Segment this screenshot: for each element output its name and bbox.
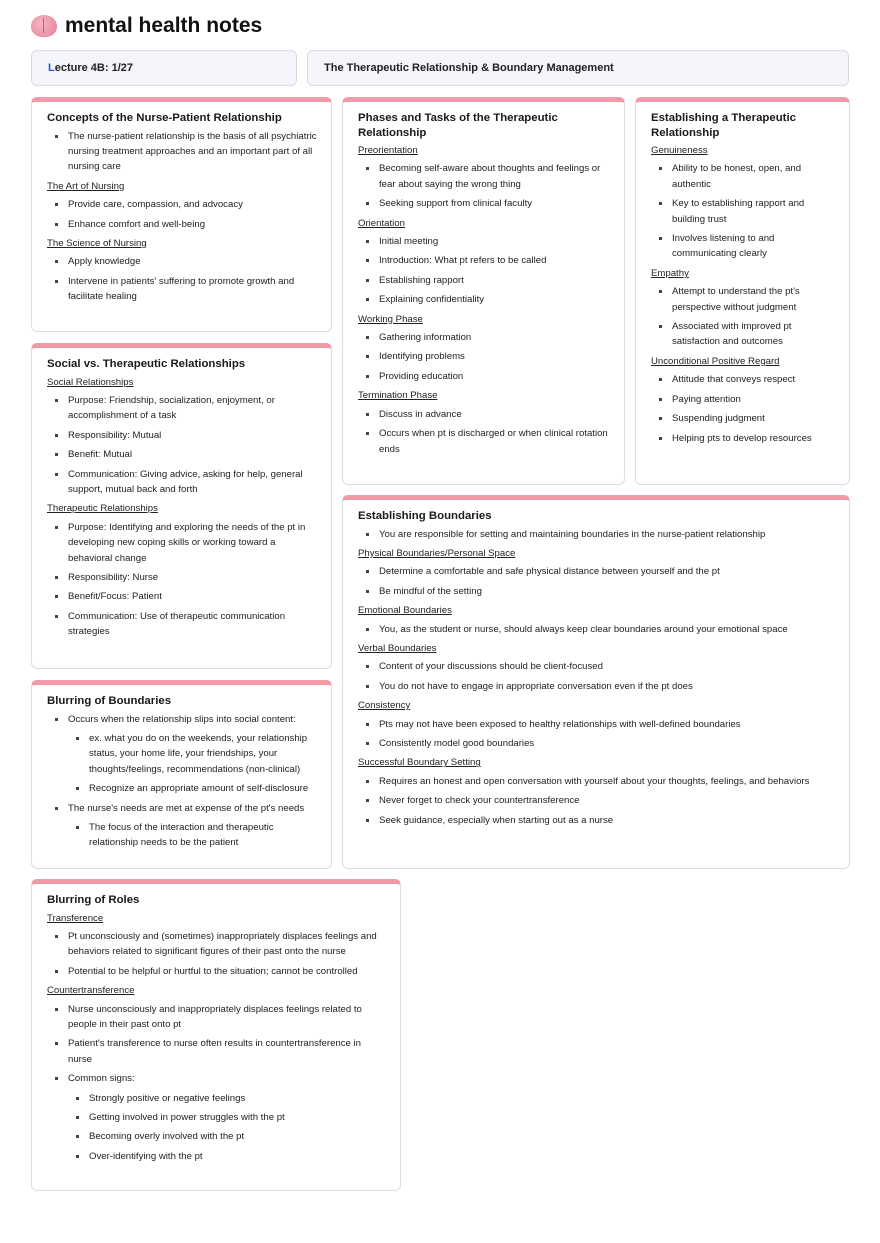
list-item: [358, 253, 610, 268]
item-text: Benefit: Mutual: [68, 449, 132, 461]
item-text: Communication: Use of therapeutic communication strategies: [68, 610, 286, 638]
bullet-list: [47, 929, 386, 979]
bullet-list: [358, 622, 835, 637]
list-item: [47, 1002, 386, 1033]
list-item: [47, 589, 317, 604]
section-heading: Therapeutic Relationships: [47, 503, 158, 515]
bullet-list: [358, 407, 610, 457]
sub-list-item: The focus of the interaction and therapeutic relationship needs to be the patient: [68, 820, 317, 851]
list-item: [651, 372, 835, 387]
list-item: [358, 196, 610, 211]
item-text: Purpose: Friendship, socialization, enjoyment, or accomplishment of a task: [68, 394, 275, 422]
card-title: Social vs. Therapeutic Relationships: [47, 358, 246, 370]
list-item: [47, 801, 317, 851]
card-title: Establishing Boundaries: [358, 510, 492, 522]
item-text: Paying attention: [672, 393, 741, 405]
sub-list: [68, 731, 317, 797]
bullet-list: [47, 197, 317, 232]
list-item: [358, 622, 835, 637]
section-heading: Unconditional Positive Regard: [651, 355, 780, 367]
item-text: Ability to be honest, open, and authentic: [672, 163, 802, 190]
item-text: The nurse's needs are met at expense of the pt's needs: [68, 802, 305, 814]
item-text: Never forget to check your countertransference: [379, 795, 580, 807]
item-text: Apply knowledge: [68, 256, 141, 268]
list-item: [358, 407, 610, 422]
bullet-list: [47, 393, 317, 497]
item-text: Responsibility: Nurse: [68, 571, 159, 583]
section-heading: Emotional Boundaries: [358, 605, 452, 617]
item-text: Attempt to understand the pt's perspective without judgment: [672, 286, 800, 313]
item-text: Introduction: What pt refers to be called: [379, 255, 547, 267]
list-item: [358, 564, 835, 579]
list-item: [47, 428, 317, 443]
bullet-list: [358, 774, 835, 828]
item-text: Seek guidance, especially when starting out as a nurse: [379, 814, 614, 826]
list-item: [651, 231, 835, 262]
section-heading: Successful Boundary Setting: [358, 757, 481, 769]
section-heading: Physical Boundaries/Personal Space: [358, 547, 516, 559]
bullet-list: [358, 330, 610, 384]
sub-list-item: ex. what you do on the weekends, your relationship status, your home life, your friendships, your thoughts/feelings, recommendations (non-clinical): [68, 731, 317, 777]
list-item: [358, 273, 610, 288]
item-text: Purpose: Identifying and exploring the needs of the pt in developing new coping skills or working toward a behavioral change: [68, 521, 306, 564]
item-text: Responsibility: Mutual: [68, 429, 162, 441]
item-text: Helping pts to develop resources: [672, 432, 812, 444]
bullet-list: [47, 712, 317, 851]
bullet-list: [47, 129, 317, 175]
list-item: [358, 330, 610, 345]
list-item: [651, 319, 835, 350]
list-item: [47, 274, 317, 305]
item-text: Identifying problems: [379, 351, 465, 363]
list-item: [47, 1036, 386, 1067]
item-text: Determine a comfortable and safe physical distance between yourself and the pt: [379, 566, 720, 578]
item-text: Gathering information: [379, 332, 472, 344]
list-item: [47, 929, 386, 960]
bullet-list: [47, 1002, 386, 1165]
bullet-list: [358, 717, 835, 752]
bullet-list: [358, 659, 835, 694]
list-item: [47, 254, 317, 269]
item-text: Pts may not have been exposed to healthy relationships with well-defined boundaries: [379, 718, 741, 730]
list-item: [47, 129, 317, 175]
brain-icon: [31, 15, 57, 37]
section-heading: Termination Phase: [358, 390, 438, 402]
list-item: [47, 964, 386, 979]
concepts-card: [31, 97, 332, 332]
item-text: Communication: Giving advice, asking for help, general support, mutual back and forth: [68, 468, 303, 495]
list-item: [651, 411, 835, 426]
section-heading: Social Relationships: [47, 376, 134, 388]
list-item: [358, 717, 835, 732]
section-heading: Genuineness: [651, 145, 708, 156]
lecture-initial: L: [48, 62, 55, 74]
item-text: Content of your discussions should be client-focused: [379, 661, 603, 673]
list-item: [651, 392, 835, 407]
bullet-list: [358, 527, 835, 542]
sub-list-item: Over-identifying with the pt: [68, 1149, 386, 1164]
item-text: You are responsible for setting and maintaining boundaries in the nurse-patient relationship: [379, 528, 766, 540]
section-heading: The Art of Nursing: [47, 180, 125, 192]
section-heading: Preorientation: [358, 145, 418, 156]
social-vs-therapeutic-card: [31, 343, 332, 669]
section-heading: The Science of Nursing: [47, 237, 147, 249]
list-item: [358, 426, 610, 457]
list-item: [47, 467, 317, 498]
list-item: [358, 234, 610, 249]
sub-list-item: Recognize an appropriate amount of self-disclosure: [68, 781, 317, 796]
item-text: Potential to be helpful or hurtful to the situation; cannot be controlled: [68, 965, 358, 977]
bullet-list: [47, 520, 317, 640]
item-text: Enhance comfort and well-being: [68, 218, 206, 230]
page-title: mental health notes: [65, 14, 263, 37]
item-text: Occurs when the relationship slips into social content:: [68, 713, 296, 725]
item-text: Provide care, compassion, and advocacy: [68, 199, 243, 211]
blurring-roles-card: [31, 879, 401, 1191]
bullet-list: [358, 161, 610, 211]
item-text: Becoming self-aware about thoughts and feelings or fear about saying the wrong thing: [379, 163, 601, 190]
list-item: [47, 447, 317, 462]
bullet-list: [47, 254, 317, 304]
card-title: Blurring of Roles: [47, 894, 140, 906]
list-item: [47, 520, 317, 566]
section-heading: Working Phase: [358, 313, 423, 325]
item-text: Nurse unconsciously and inappropriately displaces feelings related to people in their past onto pt: [68, 1003, 362, 1030]
sub-list-item: Strongly positive or negative feelings: [68, 1091, 386, 1106]
list-item: [47, 197, 317, 212]
establishing-relationship-card: [635, 97, 850, 485]
list-item: [358, 679, 835, 694]
list-item: [651, 196, 835, 227]
section-heading: Consistency: [358, 700, 411, 712]
sub-list-item: Getting involved in power struggles with the pt: [68, 1110, 386, 1125]
card-title: Blurring of Boundaries: [47, 695, 172, 707]
item-text: Key to establishing rapport and building trust: [672, 198, 805, 225]
topic-title: The Therapeutic Relationship & Boundary Management: [324, 62, 614, 74]
list-item: [47, 217, 317, 232]
sub-list-item: Becoming overly involved with the pt: [68, 1129, 386, 1144]
item-text: Be mindful of the setting: [379, 585, 482, 597]
list-item: [47, 712, 317, 797]
item-text: Occurs when pt is discharged or when clinical rotation ends: [379, 428, 608, 455]
list-item: [47, 609, 317, 640]
list-item: [358, 774, 835, 789]
phases-card: [342, 97, 625, 485]
item-text: The nurse-patient relationship is the basis of all psychiatric nursing treatment approaches and an important part of all nursing care: [68, 130, 317, 173]
item-text: Suspending judgment: [672, 413, 765, 425]
bullet-list: [358, 234, 610, 308]
list-item: [651, 284, 835, 315]
item-text: Patient's transference to nurse often results in countertransference in nurse: [68, 1038, 362, 1065]
list-item: [651, 161, 835, 192]
section-heading: Transference: [47, 912, 104, 924]
topic-label: [307, 50, 849, 86]
list-item: [47, 570, 317, 585]
item-text: Pt unconsciously and (sometimes) inappropriately displaces feelings and behaviors related to significant figures of their past onto the nurse: [68, 930, 377, 958]
item-text: Explaining confidentiality: [379, 294, 485, 306]
list-item: [358, 369, 610, 384]
list-item: [358, 659, 835, 674]
item-text: Establishing rapport: [379, 274, 464, 286]
list-item: [651, 431, 835, 446]
item-text: Associated with improved pt satisfaction and outcomes: [672, 321, 792, 348]
list-item: [47, 393, 317, 424]
item-text: Attitude that conveys respect: [672, 374, 796, 386]
item-text: Initial meeting: [379, 236, 439, 248]
item-text: Providing education: [379, 370, 464, 382]
item-text: Benefit/Focus: Patient: [68, 591, 162, 603]
blurring-boundaries-card: [31, 680, 332, 869]
section-heading: Countertransference: [47, 985, 135, 997]
list-item: [358, 292, 610, 307]
sub-list: [68, 1091, 386, 1165]
lecture-label: [31, 50, 297, 86]
item-text: Requires an honest and open conversation with yourself about your thoughts, feelings, and behaviors: [379, 775, 810, 787]
list-item: [358, 736, 835, 751]
sub-list: [68, 820, 317, 851]
page-header: [31, 14, 262, 38]
item-text: Intervene in patients' suffering to promote growth and facilitate healing: [68, 275, 295, 303]
section-heading: Empathy: [651, 267, 689, 279]
list-item: [358, 584, 835, 599]
card-title: Establishing a Therapeutic Relationship: [651, 112, 796, 139]
bullet-list: [651, 161, 835, 261]
list-item: [358, 161, 610, 192]
item-text: Seeking support from clinical faculty: [379, 198, 533, 210]
card-title: Concepts of the Nurse-Patient Relationship: [47, 112, 282, 124]
list-item: [358, 813, 835, 828]
establishing-boundaries-card: [342, 495, 850, 869]
bullet-list: [651, 372, 835, 446]
bullet-list: [651, 284, 835, 350]
item-text: Discuss in advance: [379, 408, 462, 420]
item-text: Consistently model good boundaries: [379, 737, 535, 749]
list-item: [358, 793, 835, 808]
item-text: Common signs:: [68, 1073, 135, 1085]
list-item: [358, 527, 835, 542]
section-heading: Orientation: [358, 217, 405, 229]
lecture-number: ecture 4B: 1/27: [54, 62, 133, 74]
item-text: Involves listening to and communicating clearly: [672, 233, 775, 260]
list-item: [47, 1071, 386, 1164]
bullet-list: [358, 564, 835, 599]
section-heading: Verbal Boundaries: [358, 642, 437, 654]
item-text: You, as the student or nurse, should always keep clear boundaries around your emotional space: [379, 623, 788, 635]
card-title: Phases and Tasks of the Therapeutic Relationship: [358, 112, 558, 139]
item-text: You do not have to engage in appropriate conversation even if the pt does: [379, 680, 693, 692]
list-item: [358, 349, 610, 364]
